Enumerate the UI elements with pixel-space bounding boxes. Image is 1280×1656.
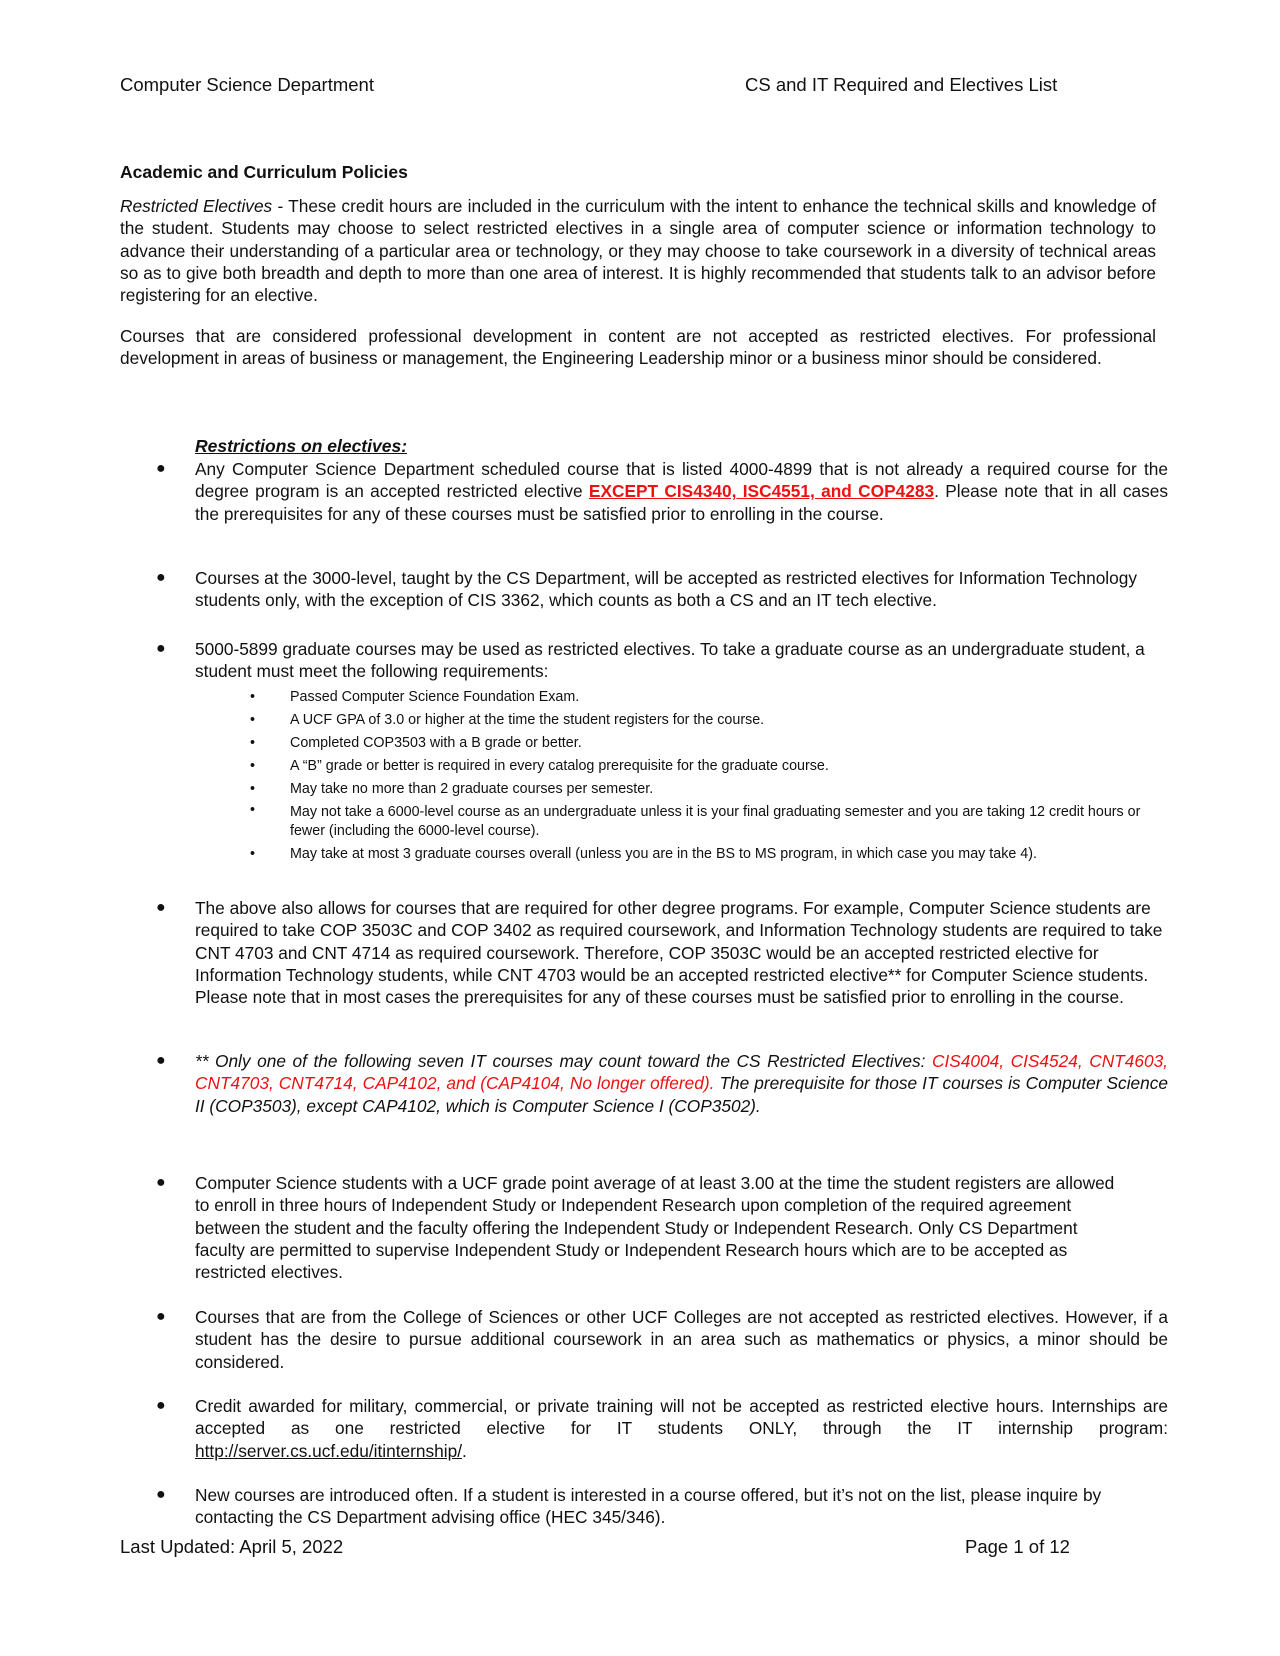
sub-bullet-icon: • (250, 689, 256, 705)
intro-label: Restricted Electives (120, 196, 273, 216)
list-item: ● Courses that are from the College of Sciences or other UCF Colleges are not accepted as restricted electives. However, if a student has the desire to pursue additional coursework in an area such as mathematics or physics, a minor should be considered. (156, 1307, 1168, 1372)
bullet-icon: ● (156, 1174, 166, 1191)
bullet-icon: ● (156, 1397, 166, 1414)
professional-development-paragraph: Courses that are considered professional development in content are not accepted as restricted electives. For professional development in areas of business or management, the Engineering Leadership minor or a business minor should be considered. (120, 326, 1156, 369)
sub-list-item: • Completed COP3503 with a B grade or better. (250, 732, 1170, 755)
list-item: ● New courses are introduced often. If a student is interested in a course offered, but it’s not on the list, please inquire by contacting the CS Department advising office (HEC 345/346). (156, 1485, 1102, 1528)
it-internship-link[interactable]: http://server.cs.ucf.edu/itinternship/ (195, 1440, 463, 1461)
sub-bullet-icon: • (250, 758, 256, 774)
sub-list-item: • May take at most 3 graduate courses overall (unless you are in the BS to MS program, in which case you may take 4). (250, 843, 1170, 866)
sub-bullet-icon: • (250, 781, 256, 797)
bullet-icon: ● (156, 569, 166, 586)
bullet-icon: ● (156, 1486, 166, 1503)
list-item: ● Any Computer Science Department scheduled course that is listed 4000-4899 that is not already a required course for the degree program is an accepted restricted elective EXCEPT CIS4340, ISC4551, and COP4283. Please note that in all cases the prerequisites for any of these courses must be satisfied prior to enrolling in the course. (156, 459, 1168, 524)
intro-text: - These credit hours are included in the curriculum with the intent to enhance the technical skills and knowledge of the student. Students may choose to select restricted electives in a single area of computer science or information technology to advance their understanding of a particular area or technology, or they may choose to take coursework in a diversity of technical areas so as to give both breadth and depth to more than one area of interest. It is highly recommended that students talk to an advisor before registering for an elective. (120, 196, 1157, 306)
list-item: ● 5000-5899 graduate courses may be used as restricted electives. To take a graduate course as an undergraduate student, a student must meet the following requirements: (156, 639, 1145, 682)
sub-list-item: • May take no more than 2 graduate courses per semester. (250, 778, 1170, 801)
sub-list-item: • A “B” grade or better is required in every catalog prerequisite for the graduate course. (250, 755, 1170, 778)
it-courses-highlight: CIS4004, CIS4524, CNT4603, CNT4703, CNT4714, CAP4102, and (CAP4104, No longer offered). (195, 1051, 1168, 1094)
sub-bullet-icon: • (250, 712, 256, 728)
bullet-icon: ● (156, 460, 166, 477)
sub-list-item: • May not take a 6000-level course as an undergraduate unless it is your final graduating semester and you are taking 12 credit hours or fewer (including the 6000-level course). (250, 802, 1141, 839)
sub-list-item: • A UCF GPA of 3.0 or higher at the time the student registers for the course. (250, 709, 1170, 732)
list-item: ● Credit awarded for military, commercial, or private training will not be accepted as restricted elective hours. Internships are accepted as one restricted elective for IT students ONLY, through the IT internship program: http://server.cs.ucf.edu/itinternship/. (156, 1396, 1168, 1461)
sub-bullet-icon: • (250, 802, 256, 818)
bullet-icon: ● (156, 899, 166, 916)
sub-bullet-icon: • (250, 735, 256, 751)
excluded-courses-highlight: EXCEPT CIS4340, ISC4551, and COP4283 (588, 481, 935, 502)
restrictions-heading: Restrictions on electives: (195, 436, 408, 456)
footer-page-number: Page 1 of 12 (965, 1536, 1070, 1557)
footer-last-updated: Last Updated: April 5, 2022 (120, 1536, 344, 1557)
graduate-requirements-list (250, 686, 1170, 866)
sub-bullet-icon: • (250, 846, 256, 862)
list-item: ● Computer Science students with a UCF grade point average of at least 3.00 at the time the student registers are allowed to enroll in three hours of Independent Study or Independent Research upon completion of the required agreement between the student and the faculty offering the Independent Study or Independent Research. Only CS Department faculty are permitted to supervise Independent Study or Independent Research hours which are to be accepted as restricted electives. (156, 1173, 1115, 1283)
list-item: ● The above also allows for courses that are required for other degree programs. For example, Computer Science students are required to take COP 3503C and COP 3402 as required coursework, and Information Technology students are required to take CNT 4703 and CNT 4714 as required coursework. Therefore, COP 3503C would be an accepted restricted elective for Information Technology students, while CNT 4703 would be an accepted restricted elective** for Computer Science students. Please note that in most cases the prerequisites for any of these courses must be satisfied prior to enrolling in the course. (156, 898, 1163, 1008)
list-item: ● Courses at the 3000-level, taught by the CS Department, will be accepted as restricted electives for Information Technology students only, with the exception of CIS 3362, which counts as both a CS and an IT tech elective. (156, 568, 1138, 611)
bullet-icon: ● (156, 1052, 166, 1069)
bullet-icon: ● (156, 640, 166, 657)
header-department: Computer Science Department (120, 74, 374, 95)
header-document-title: CS and IT Required and Electives List (745, 74, 1058, 95)
bullet-icon: ● (156, 1308, 166, 1325)
intro-paragraph (120, 195, 1156, 306)
section-title: Academic and Curriculum Policies (120, 162, 408, 182)
list-item: ● ** Only one of the following seven IT courses may count toward the CS Restricted Electives: CIS4004, CIS4524, CNT4603, CNT4703, CNT4714, CAP4102, and (CAP4104, No longer offered). The prerequisite for those IT courses is Computer Science II (COP3503), except CAP4102, which is Computer Science I (COP3502). (156, 1051, 1169, 1116)
sub-list-item: • Passed Computer Science Foundation Exam. (250, 686, 1170, 709)
